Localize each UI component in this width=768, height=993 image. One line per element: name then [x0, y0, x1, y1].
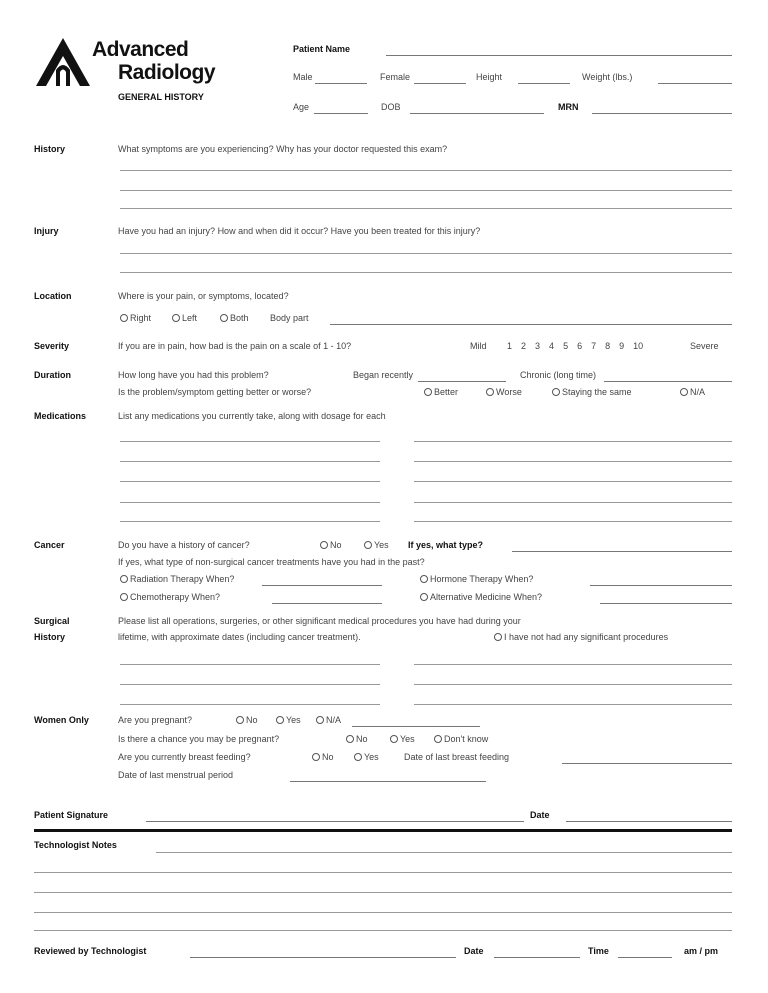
- logo-advanced: Advanced: [92, 38, 189, 61]
- cancer-no-option[interactable]: [320, 540, 342, 550]
- female-label: Female: [380, 72, 411, 82]
- medications-question: List any medications you currently take, along with dosage for each: [118, 411, 386, 421]
- notes-line[interactable]: [34, 912, 732, 913]
- height-label: Height: [476, 72, 503, 82]
- history-line[interactable]: [120, 208, 732, 209]
- option-label: Yes: [286, 715, 301, 725]
- na-option[interactable]: [680, 387, 705, 397]
- chance-pregnant-question: Is there a chance you may be pregnant?: [118, 734, 280, 744]
- male-field[interactable]: [315, 83, 367, 84]
- medication-line[interactable]: [414, 502, 732, 503]
- cancer-yes-option[interactable]: [364, 540, 389, 550]
- radio-icon: [552, 388, 560, 396]
- surgical-question: Please list all operations, surgeries, or other significant medical procedures you have had during your: [118, 616, 521, 626]
- surgical-question-2: lifetime, with approximate dates (including cancer treatment).: [118, 632, 361, 642]
- option-label: Don't know: [444, 734, 489, 744]
- injury-label: Injury: [34, 226, 59, 236]
- option-label: Yes: [374, 540, 389, 550]
- cancer-type-field[interactable]: [512, 551, 732, 552]
- began-recently-label: Began recently: [353, 370, 414, 380]
- option-label: Yes: [400, 734, 415, 744]
- option-label: Worse: [496, 387, 522, 397]
- women-only-label: Women Only: [34, 715, 89, 725]
- option-label: Hormone Therapy When?: [430, 574, 534, 584]
- medication-line[interactable]: [120, 461, 380, 462]
- option-label: Alternative Medicine When?: [430, 592, 543, 602]
- option-label: Radiation Therapy When?: [130, 574, 235, 584]
- technologist-notes-label: Technologist Notes: [34, 840, 117, 850]
- option-label: No: [246, 715, 258, 725]
- hormone-option[interactable]: [420, 574, 533, 584]
- age-label: Age: [293, 102, 310, 112]
- radio-icon: [390, 735, 398, 743]
- time-field[interactable]: [618, 957, 672, 958]
- alternative-option[interactable]: [420, 592, 542, 602]
- pregnant-question: Are you pregnant?: [118, 715, 193, 725]
- injury-line[interactable]: [120, 272, 732, 273]
- severity-severe: Severe: [690, 341, 719, 351]
- chronic-field[interactable]: [604, 381, 732, 382]
- option-label: Better: [434, 387, 459, 397]
- same-option[interactable]: [552, 387, 632, 397]
- severity-label: Severity: [34, 341, 70, 351]
- option-label: No: [330, 540, 342, 550]
- logo-mark-icon: [34, 36, 92, 88]
- pregnant-na-option[interactable]: [316, 715, 341, 725]
- medications-label: Medications: [34, 411, 87, 421]
- cancer-label: Cancer: [34, 540, 65, 550]
- scale-4[interactable]: 4: [549, 341, 555, 351]
- mrn-field[interactable]: [592, 113, 732, 114]
- chemo-field[interactable]: [272, 603, 382, 604]
- location-left-option[interactable]: [172, 313, 197, 323]
- duration-question: How long have you had this problem?: [118, 370, 269, 380]
- medication-line[interactable]: [414, 461, 732, 462]
- surgical-line[interactable]: [414, 704, 732, 705]
- option-label: I have not had any significant procedures: [504, 632, 669, 642]
- radio-icon: [424, 388, 432, 396]
- menstrual-field[interactable]: [290, 781, 486, 782]
- divider: [34, 829, 732, 832]
- radio-icon: [364, 541, 372, 549]
- injury-question: Have you had an injury? How and when did it occur? Have you been treated for this injury?: [118, 226, 481, 236]
- radio-icon: [276, 716, 284, 724]
- location-question: Where is your pain, or symptoms, located?: [118, 291, 289, 301]
- radio-icon: [420, 593, 428, 601]
- scale-5[interactable]: 5: [563, 341, 569, 351]
- radio-icon: [346, 735, 354, 743]
- reviewed-date-label: Date: [464, 946, 484, 956]
- logo: [34, 34, 274, 114]
- history-line[interactable]: [120, 170, 732, 171]
- option-label: No: [356, 734, 368, 744]
- radio-icon: [680, 388, 688, 396]
- dob-label: DOB: [381, 102, 401, 112]
- medication-line[interactable]: [120, 502, 380, 503]
- medication-line[interactable]: [414, 481, 732, 482]
- surgical-line[interactable]: [414, 684, 732, 685]
- cancer-question-2: If yes, what type of non-surgical cancer treatments have you had in the past?: [118, 557, 425, 567]
- injury-line[interactable]: [120, 253, 732, 254]
- surgical-line[interactable]: [414, 664, 732, 665]
- cancer-question: Do you have a history of cancer?: [118, 540, 250, 550]
- reviewed-field[interactable]: [190, 957, 456, 958]
- no-procedures-option[interactable]: [494, 632, 668, 642]
- history-line[interactable]: [120, 190, 732, 191]
- menstrual-label: Date of last menstrual period: [118, 770, 234, 780]
- location-right-option[interactable]: [120, 313, 151, 323]
- radio-icon: [420, 575, 428, 583]
- chance-no-option[interactable]: [346, 734, 368, 744]
- chronic-label: Chronic (long time): [520, 370, 597, 380]
- radio-icon: [316, 716, 324, 724]
- last-bf-field[interactable]: [562, 763, 732, 764]
- patient-name-field[interactable]: [386, 55, 732, 56]
- surgical-label: Surgical: [34, 616, 70, 626]
- location-label: Location: [34, 291, 72, 301]
- body-part-label: Body part: [270, 313, 309, 323]
- radio-icon: [486, 388, 494, 396]
- radio-icon: [312, 753, 320, 761]
- chance-dont-know-option[interactable]: [434, 734, 488, 744]
- duration-question-2: Is the problem/symptom getting better or worse?: [118, 387, 312, 397]
- surgical-line[interactable]: [120, 684, 380, 685]
- pregnant-yes-option[interactable]: [276, 715, 301, 725]
- location-both-option[interactable]: [220, 313, 249, 323]
- option-label: Yes: [364, 752, 379, 762]
- severity-mild: Mild: [470, 341, 487, 351]
- notes-line[interactable]: [34, 930, 732, 931]
- severity-question: If you are in pain, how bad is the pain on a scale of 1 - 10?: [118, 341, 352, 351]
- pregnant-no-option[interactable]: [236, 715, 258, 725]
- scale-3[interactable]: 3: [535, 341, 541, 351]
- patient-signature-field[interactable]: [146, 821, 524, 822]
- weight-field[interactable]: [658, 83, 732, 84]
- reviewed-label: Reviewed by Technologist: [34, 946, 147, 956]
- time-label: Time: [588, 946, 609, 956]
- history-label: History: [34, 144, 66, 154]
- bf-yes-option[interactable]: [354, 752, 379, 762]
- radio-icon: [120, 314, 128, 322]
- option-label: Staying the same: [562, 387, 632, 397]
- medication-line[interactable]: [120, 441, 380, 442]
- scale-10[interactable]: 10: [633, 341, 644, 351]
- medication-line[interactable]: [414, 441, 732, 442]
- age-field[interactable]: [314, 113, 368, 114]
- option-label: N/A: [326, 715, 342, 725]
- bf-no-option[interactable]: [312, 752, 334, 762]
- history-label-2: History: [34, 632, 66, 642]
- body-part-field[interactable]: [330, 324, 732, 325]
- radio-icon: [494, 633, 502, 641]
- medication-line[interactable]: [120, 521, 380, 522]
- ampm-label: am / pm: [684, 946, 719, 956]
- radio-icon: [120, 593, 128, 601]
- scale-7[interactable]: 7: [591, 341, 597, 351]
- radio-icon: [220, 314, 228, 322]
- weight-label: Weight (lbs.): [582, 72, 633, 82]
- female-field[interactable]: [414, 83, 466, 84]
- worse-option[interactable]: [486, 387, 522, 397]
- scale-6[interactable]: 6: [577, 341, 583, 351]
- began-recently-field[interactable]: [418, 381, 506, 382]
- cancer-type-label: If yes, what type?: [408, 540, 484, 550]
- notes-line[interactable]: [156, 852, 732, 853]
- pregnant-field[interactable]: [352, 726, 480, 727]
- height-field[interactable]: [518, 83, 570, 84]
- option-label: Chemotherapy When?: [130, 592, 221, 602]
- radio-icon: [354, 753, 362, 761]
- signature-date-label: Date: [530, 810, 550, 820]
- last-bf-label: Date of last breast feeding: [404, 752, 510, 762]
- radiation-field[interactable]: [262, 585, 382, 586]
- duration-label: Duration: [34, 370, 71, 380]
- dob-field[interactable]: [410, 113, 544, 114]
- surgical-line[interactable]: [120, 664, 380, 665]
- radiation-option[interactable]: [120, 574, 234, 584]
- radio-icon: [172, 314, 180, 322]
- alternative-field[interactable]: [600, 603, 732, 604]
- scale-1[interactable]: 1: [507, 341, 513, 351]
- surgical-line[interactable]: [120, 704, 380, 705]
- notes-line[interactable]: [34, 872, 732, 873]
- option-label: Right: [130, 313, 152, 323]
- medication-line[interactable]: [120, 481, 380, 482]
- option-label: N/A: [690, 387, 706, 397]
- medication-line[interactable]: [414, 521, 732, 522]
- notes-line[interactable]: [34, 892, 732, 893]
- radio-icon: [236, 716, 244, 724]
- chance-yes-option[interactable]: [390, 734, 415, 744]
- scale-2[interactable]: 2: [521, 341, 527, 351]
- chemo-option[interactable]: [120, 592, 220, 602]
- patient-signature-label: Patient Signature: [34, 810, 109, 820]
- option-label: Left: [182, 313, 198, 323]
- male-label: Male: [293, 72, 313, 82]
- option-label: Both: [230, 313, 249, 323]
- reviewed-date-field[interactable]: [494, 957, 580, 958]
- mrn-label: MRN: [558, 102, 579, 112]
- form-title: GENERAL HISTORY: [118, 92, 204, 102]
- breast-feeding-question: Are you currently breast feeding?: [118, 752, 251, 762]
- scale-9[interactable]: 9: [619, 341, 625, 351]
- option-label: No: [322, 752, 334, 762]
- scale-8[interactable]: 8: [605, 341, 611, 351]
- signature-date-field[interactable]: [566, 821, 732, 822]
- logo-radiology: Radiology: [118, 61, 216, 84]
- radio-icon: [434, 735, 442, 743]
- better-option[interactable]: [424, 387, 458, 397]
- history-question: What symptoms are you experiencing? Why has your doctor requested this exam?: [118, 144, 448, 154]
- radio-icon: [320, 541, 328, 549]
- patient-name-label: Patient Name: [293, 44, 351, 54]
- radio-icon: [120, 575, 128, 583]
- severity-scale[interactable]: [507, 341, 652, 351]
- hormone-field[interactable]: [590, 585, 732, 586]
